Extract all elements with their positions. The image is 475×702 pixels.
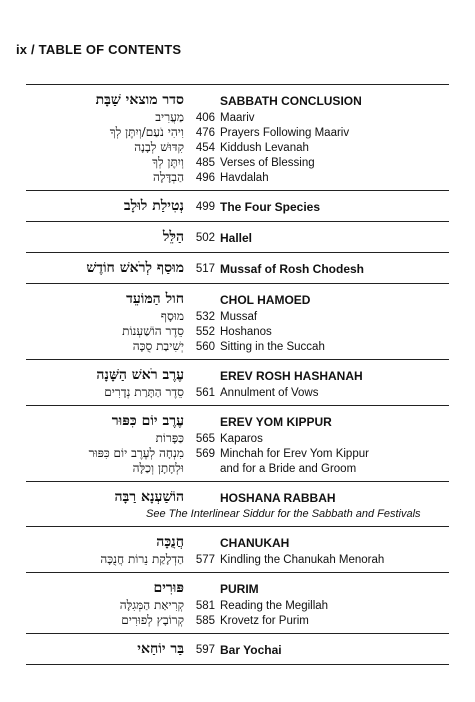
hebrew-title: עֶרֶב רֹאשׁ הַשָּׁנָה <box>96 367 184 383</box>
entry-page: 476 <box>195 126 215 139</box>
entry-page: 565 <box>195 432 215 445</box>
entry-hebrew: קְרִיאַת הַמְּגִלָּה <box>119 598 184 612</box>
toc-entry-continuation[interactable] <box>26 461 449 476</box>
entry-page: 406 <box>195 111 215 124</box>
entry-hebrew: הַדְלָקַת נֵרוֹת חֲנֻכָּה <box>100 552 184 566</box>
entry-hebrew: כַּפָּרוֹת <box>155 431 184 445</box>
hebrew-title: נְטִילַת לוּלָב <box>123 198 184 214</box>
entry-hebrew: הַבְדָּלָה <box>153 170 184 184</box>
toc-entry[interactable] <box>26 110 449 125</box>
entry-page: 517 <box>195 262 215 275</box>
english-title: EREV YOM KIPPUR <box>220 414 332 429</box>
english-title: Hallel <box>220 230 253 245</box>
entry-english: Verses of Blessing <box>220 156 315 169</box>
entry-english: Hoshanos <box>220 325 272 338</box>
section-heading <box>26 488 449 507</box>
toc-entry[interactable] <box>26 339 449 354</box>
hebrew-title: פּוּרִים <box>153 580 184 596</box>
toc-section-erev-yom-kippur <box>26 405 449 481</box>
hebrew-title: בַּר יוֹחַאי <box>137 641 184 657</box>
toc-entry[interactable] <box>26 309 449 324</box>
toc-entry[interactable] <box>26 640 449 659</box>
section-heading <box>26 366 449 385</box>
english-title: CHOL HAMOED <box>220 292 311 307</box>
note-prefix: See <box>146 508 169 520</box>
toc-entry[interactable] <box>26 552 449 567</box>
english-title: PURIM <box>220 581 259 596</box>
toc-section-chol-hamoed <box>26 283 449 359</box>
entry-english: Kiddush Levanah <box>220 141 309 154</box>
toc-section-erev-rosh-hashanah <box>26 359 449 405</box>
cross-reference-note <box>26 507 449 521</box>
entry-hebrew: מִנְחָה לְעֶרֶב יוֹם כִּפּוּר <box>88 446 184 460</box>
entry-page: 532 <box>195 310 215 323</box>
entry-page: 581 <box>195 599 215 612</box>
hebrew-title: הוֹשַׁעְנָא רַבָּה <box>114 489 184 505</box>
table-of-contents <box>26 84 449 665</box>
hebrew-title: מוּסַף לְרֹאשׁ חוֹדֶשׁ <box>86 260 184 276</box>
entry-hebrew: מוּסָף <box>160 309 184 323</box>
entry-english: Sitting in the Succah <box>220 340 325 353</box>
toc-section-hoshana-rabbah <box>26 481 449 526</box>
entry-page: 597 <box>195 643 215 656</box>
entry-page: 499 <box>195 200 215 213</box>
toc-entry[interactable] <box>26 613 449 628</box>
toc-section-hallel <box>26 221 449 252</box>
entry-english: Kindling the Chanukah Menorah <box>220 553 385 566</box>
entry-english: Kaparos <box>220 432 263 445</box>
toc-entry[interactable] <box>26 446 449 461</box>
toc-entry[interactable] <box>26 259 449 278</box>
toc-section-mussaf-rosh-chodesh <box>26 252 449 283</box>
english-title: Bar Yochai <box>220 642 282 657</box>
entry-english: Havdalah <box>220 171 269 184</box>
toc-entry[interactable] <box>26 324 449 339</box>
toc-section-bar-yochai <box>26 633 449 665</box>
entry-english: Mussaf <box>220 310 258 323</box>
english-title: HOSHANA RABBAH <box>220 490 336 505</box>
toc-section-four-species <box>26 190 449 221</box>
toc-entry[interactable] <box>26 197 449 216</box>
toc-section-chanukah <box>26 526 449 572</box>
entry-hebrew: סֵדֶר הַתָּרַת נְדָרִים <box>104 385 184 399</box>
english-title: EREV ROSH HASHANAH <box>220 368 363 383</box>
entry-page: 485 <box>195 156 215 169</box>
hebrew-title: עֶרֶב יוֹם כִּפּוּר <box>111 413 184 429</box>
toc-entry[interactable] <box>26 228 449 247</box>
entry-english: Maariv <box>220 111 255 124</box>
note-book-title: The Interlinear Siddur for the Sabbath and Festivals <box>168 508 421 520</box>
entry-english: Minchah for Erev Yom Kippur <box>220 447 369 460</box>
hebrew-title: הַלֵּל <box>162 229 184 245</box>
entry-english: Krovetz for Purim <box>220 614 309 627</box>
entry-page: 561 <box>195 386 215 399</box>
section-heading <box>26 579 449 598</box>
toc-entry[interactable] <box>26 431 449 446</box>
entry-page: 569 <box>195 447 215 460</box>
entry-english: and for a Bride and Groom <box>220 462 357 475</box>
entry-hebrew: וְיִתֶּן לְךָ <box>152 155 184 169</box>
entry-page: 585 <box>195 614 215 627</box>
entry-english: Prayers Following Maariv <box>220 126 350 139</box>
toc-entry[interactable] <box>26 125 449 140</box>
toc-entry[interactable] <box>26 140 449 155</box>
hebrew-title: חול הַמּוֹעֵד <box>126 291 184 307</box>
entry-page: 552 <box>195 325 215 338</box>
english-title: The Four Species <box>220 199 321 214</box>
entry-page: 454 <box>195 141 215 154</box>
entry-hebrew: וּלְחָתָן וְכַלָּה <box>132 461 184 475</box>
entry-hebrew: קְרוֹבָץ לְפוּרִים <box>121 613 184 627</box>
toc-section-sabbath-conclusion <box>26 84 449 190</box>
entry-hebrew: וִיהִי נֹעַם/וְיִתֶּן לְךָ <box>109 125 184 139</box>
entry-page: 496 <box>195 171 215 184</box>
section-heading <box>26 533 449 552</box>
entry-page: 560 <box>195 340 215 353</box>
toc-entry[interactable] <box>26 155 449 170</box>
entry-hebrew: מַעֲרִיב <box>155 110 184 124</box>
toc-entry[interactable] <box>26 170 449 185</box>
section-heading <box>26 290 449 309</box>
entry-hebrew: סֵדֶר הוֹשַׁעְנוֹת <box>122 324 184 338</box>
entry-page: 502 <box>195 231 215 244</box>
english-title: SABBATH CONCLUSION <box>220 93 362 108</box>
entry-english: Annulment of Vows <box>220 386 319 399</box>
page-header: ix / TABLE OF CONTENTS <box>16 42 182 57</box>
toc-entry[interactable] <box>26 385 449 400</box>
entry-page: 577 <box>195 553 215 566</box>
hebrew-title: חֲנֻכָּה <box>156 534 184 550</box>
entry-hebrew: קִדּוּשׁ לְבָנָה <box>134 140 184 154</box>
toc-entry[interactable] <box>26 598 449 613</box>
hebrew-title: סדר מוצאי שַׁבָּת <box>95 92 184 108</box>
entry-hebrew: יְשִׁיבַת סֻכָּה <box>132 339 184 353</box>
toc-section-purim <box>26 572 449 633</box>
english-title: CHANUKAH <box>220 535 290 550</box>
entry-english: Reading the Megillah <box>220 599 329 612</box>
section-heading <box>26 91 449 110</box>
section-heading <box>26 412 449 431</box>
english-title: Mussaf of Rosh Chodesh <box>220 261 365 276</box>
